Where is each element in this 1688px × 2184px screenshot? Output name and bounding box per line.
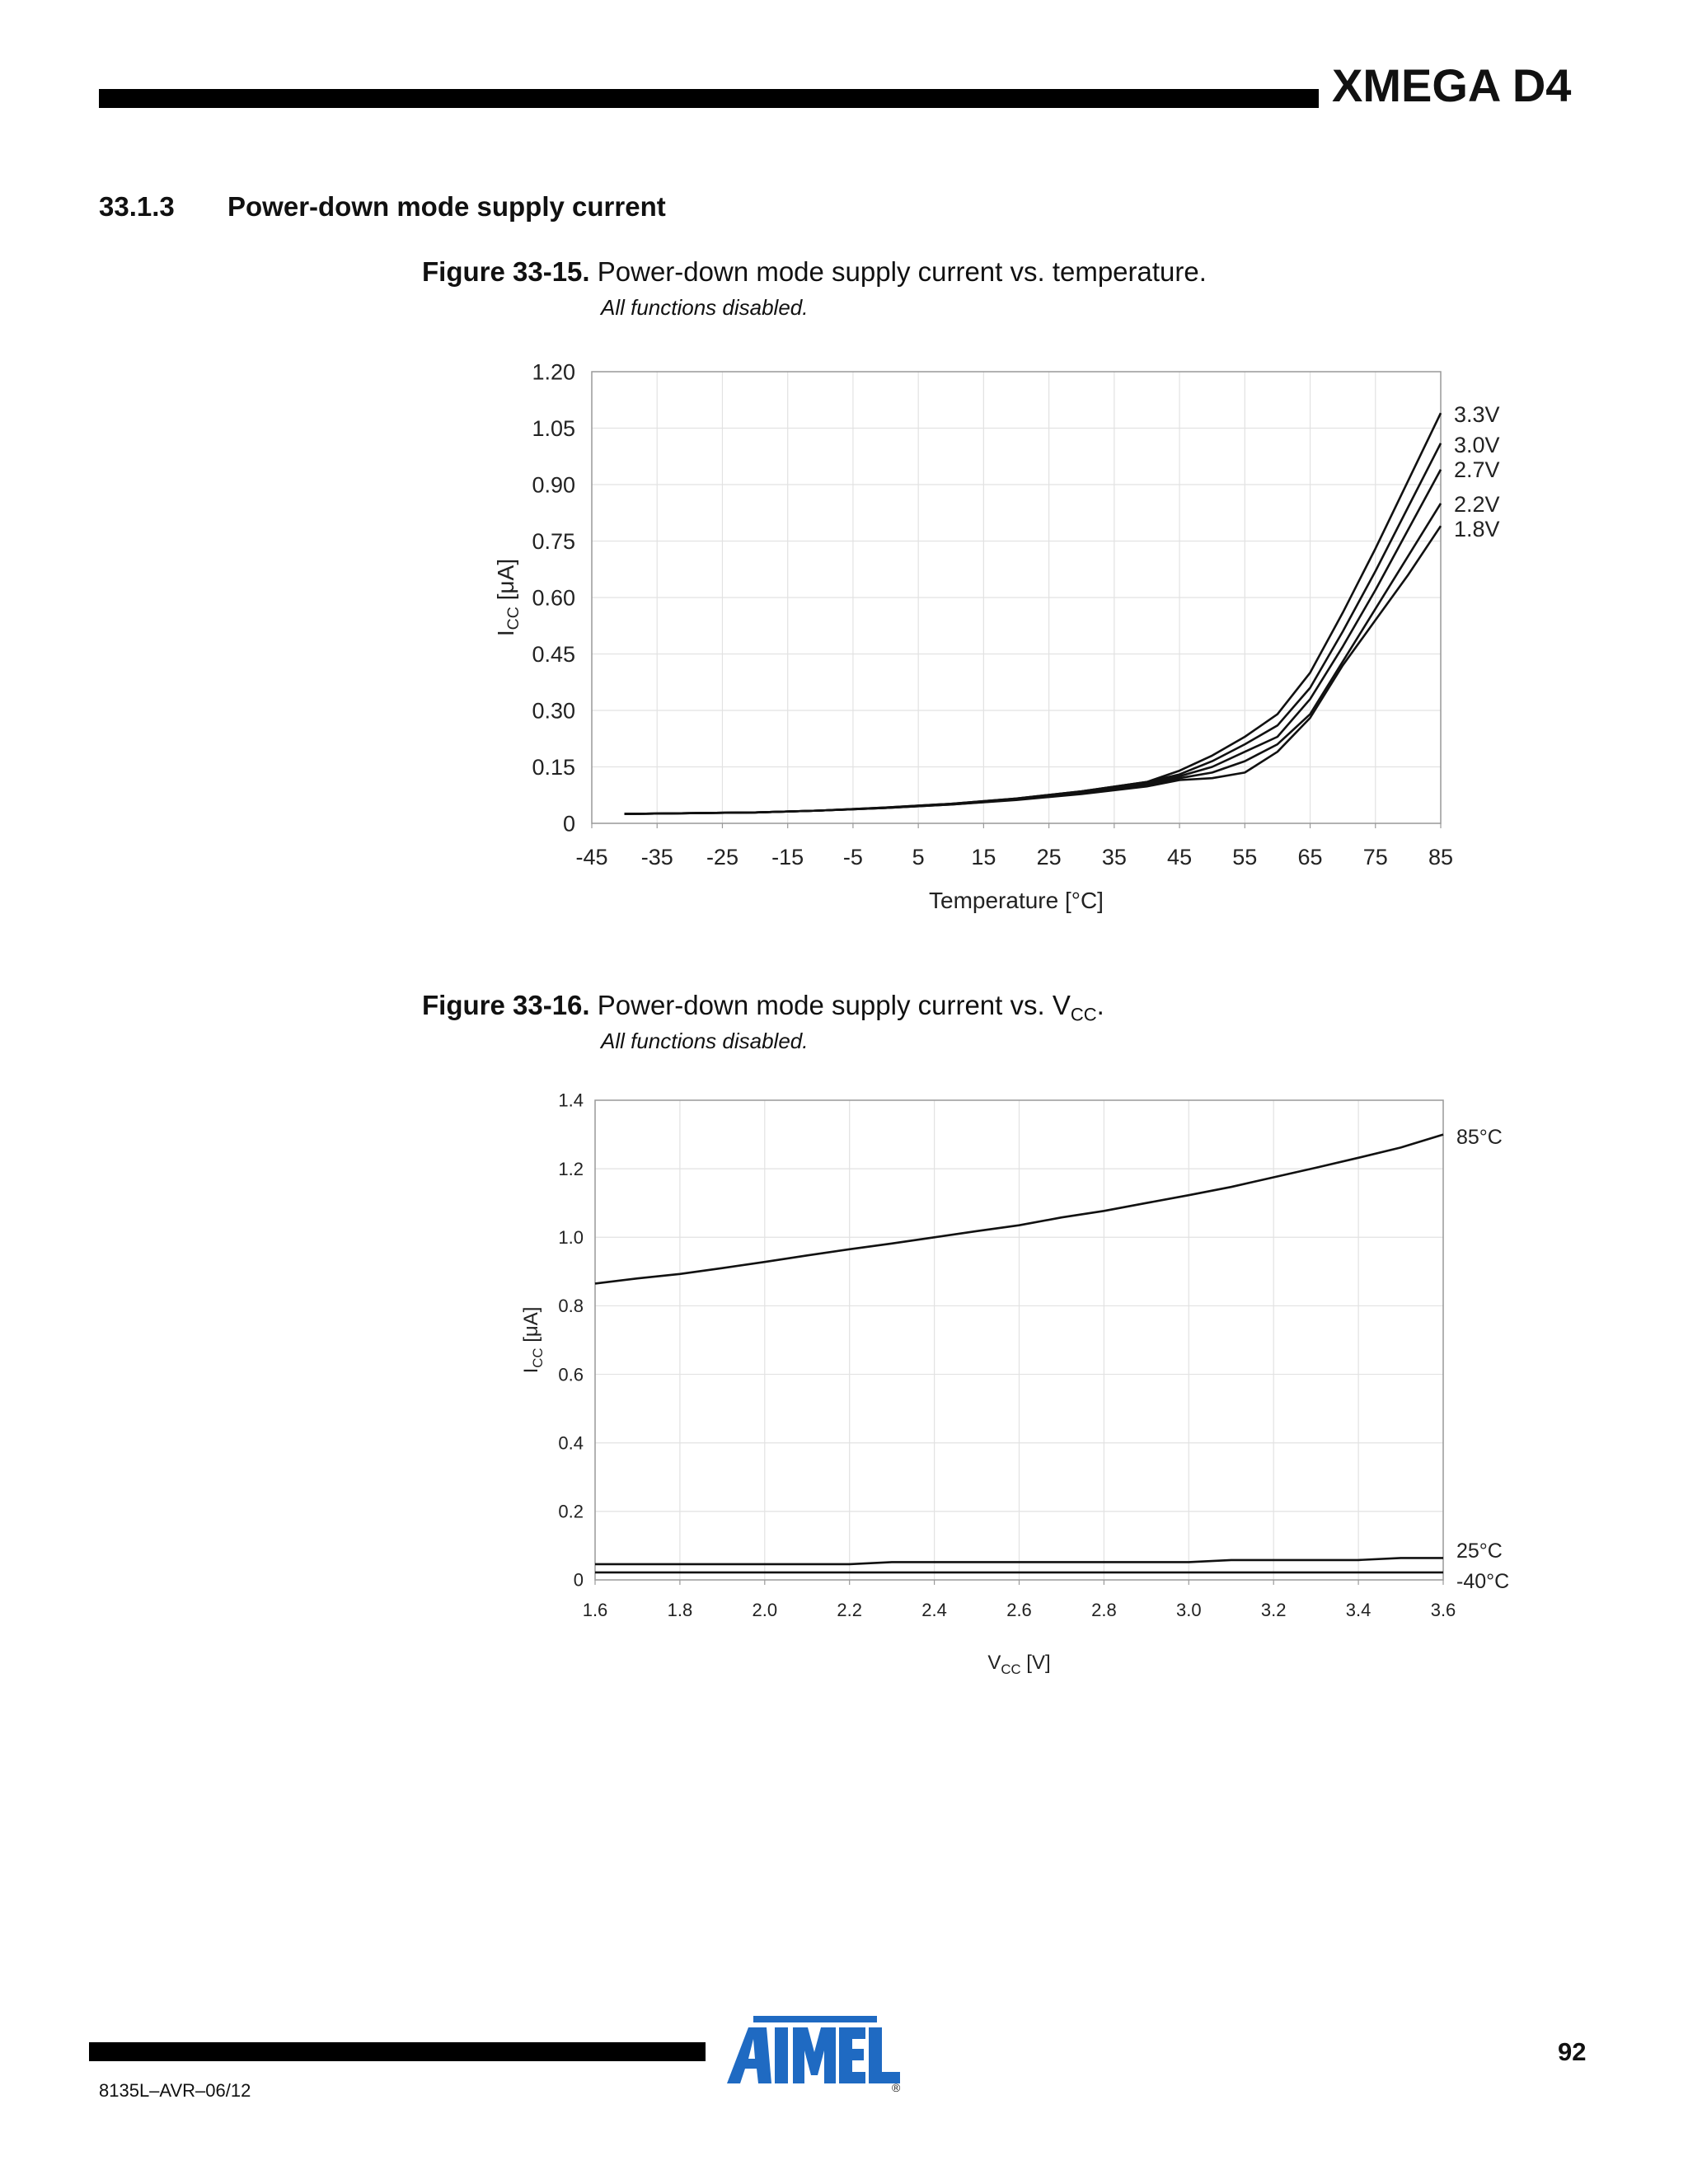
y-axis-label-main: I <box>520 1367 542 1374</box>
y-tick-label: 1.05 <box>532 415 575 441</box>
footer-rule <box>89 2042 706 2061</box>
x-tick-label: 55 <box>1232 845 1258 869</box>
x-tick-label: -5 <box>842 845 863 869</box>
series-label: 3.3V <box>1454 402 1500 427</box>
figure-2-title-end: . <box>1096 990 1104 1020</box>
x-tick-label: 75 <box>1362 845 1388 869</box>
x-axis-label: Temperature [°C] <box>929 888 1104 913</box>
series-label: 3.0V <box>1454 433 1500 457</box>
logo-letter-e <box>839 2027 865 2083</box>
section-title: Power-down mode supply current <box>227 191 666 222</box>
atmel-logo-mark <box>727 2016 901 2093</box>
series-label: 2.2V <box>1454 492 1500 517</box>
series-label: 25°C <box>1456 1540 1503 1563</box>
y-tick-label: 0.8 <box>558 1296 584 1317</box>
figure-2-title-subscript: CC <box>1070 1004 1097 1025</box>
x-tick-label: 3.6 <box>1430 1600 1456 1620</box>
atmel-logo <box>724 2011 905 2093</box>
y-axis-label-rest: [μA] <box>520 1306 542 1348</box>
y-tick-label: 0.60 <box>532 585 575 611</box>
y-axis-label-main: I <box>493 630 518 637</box>
logo-top-bar <box>753 2016 877 2022</box>
y-tick-label: 0 <box>573 1569 584 1591</box>
logo-letter-m <box>793 2027 836 2083</box>
x-tick-label: 2.4 <box>921 1600 947 1620</box>
x-axis-label-rest: [V] <box>1020 1652 1051 1674</box>
x-tick-label: 25 <box>1036 845 1062 869</box>
x-tick-label: 3.4 <box>1345 1600 1372 1620</box>
series-label: 85°C <box>1456 1126 1503 1149</box>
document-code: 8135L–AVR–06/12 <box>99 2080 251 2101</box>
y-tick-label: 0.2 <box>558 1501 584 1522</box>
logo-letter-l <box>869 2027 900 2083</box>
y-axis-label <box>520 1307 546 1374</box>
x-tick-label: 35 <box>1101 845 1127 869</box>
figure-2-title: Power-down mode supply current vs. V <box>597 990 1071 1020</box>
y-tick-label: 0.75 <box>532 528 575 554</box>
y-axis-label-rest: [μA] <box>493 558 518 607</box>
x-tick-label: -35 <box>640 845 673 869</box>
x-tick-label: 1.8 <box>667 1600 693 1620</box>
document-title: XMEGA D4 <box>1332 59 1572 111</box>
y-tick-label: 0.45 <box>532 641 575 667</box>
x-tick-label: 5 <box>912 845 925 869</box>
figure-1-label: Figure 33-15. <box>422 256 590 287</box>
y-tick-label: 1.4 <box>558 1090 584 1111</box>
y-tick-label: 0.30 <box>532 698 575 724</box>
y-tick-label: 1.20 <box>532 359 575 385</box>
figure-1-title: Power-down mode supply current vs. temperature. <box>597 256 1207 287</box>
x-tick-label: 85 <box>1428 845 1454 869</box>
x-tick-label: 2.8 <box>1091 1600 1117 1620</box>
x-tick-label: 15 <box>971 845 996 869</box>
x-tick-label: 65 <box>1297 845 1323 869</box>
x-tick-label: -15 <box>771 845 804 869</box>
y-tick-label: 1.0 <box>558 1226 584 1248</box>
x-tick-label: -25 <box>706 845 738 869</box>
y-tick-label: 0.6 <box>558 1364 584 1385</box>
y-axis-label-sub: CC <box>504 607 523 630</box>
series-label: 2.7V <box>1454 457 1500 482</box>
x-tick-label: -45 <box>575 845 608 869</box>
figure-1-note: All functions disabled. <box>601 295 809 320</box>
logo-letter-t <box>775 2027 788 2083</box>
x-axis-label <box>987 1652 1050 1677</box>
x-axis-label-main: V <box>987 1652 1001 1674</box>
y-tick-label: 1.2 <box>558 1158 584 1179</box>
series-label: -40°C <box>1456 1570 1510 1593</box>
y-tick-label: 0.4 <box>558 1432 584 1454</box>
x-tick-label: 45 <box>1167 845 1193 869</box>
logo-registered-mark: ® <box>892 2081 901 2093</box>
figure-2-label: Figure 33-16. <box>422 990 590 1020</box>
y-tick-label: 0.90 <box>532 472 575 498</box>
x-axis-label-sub: CC <box>1001 1661 1021 1677</box>
y-axis-label-sub: CC <box>530 1347 546 1368</box>
y-tick-label: 0 <box>562 811 575 837</box>
y-tick-label: 0.15 <box>532 754 575 780</box>
x-tick-label: 3.2 <box>1260 1600 1287 1620</box>
series-label: 1.8V <box>1454 517 1500 541</box>
section-number: 33.1.3 <box>99 191 175 222</box>
x-tick-label: 2.0 <box>752 1600 778 1620</box>
x-tick-label: 2.6 <box>1006 1600 1032 1620</box>
x-tick-label: 3.0 <box>1176 1600 1202 1620</box>
x-tick-label: 1.6 <box>582 1600 608 1620</box>
figure-2-note: All functions disabled. <box>601 1029 809 1053</box>
page-number: 92 <box>1558 2037 1587 2066</box>
x-tick-label: 2.2 <box>837 1600 862 1620</box>
